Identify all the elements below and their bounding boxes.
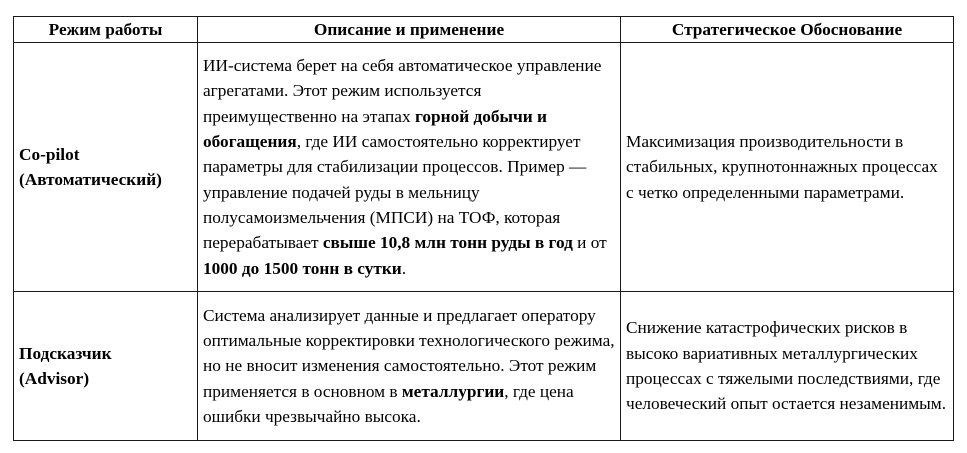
description-emphasis: металлургии: [401, 381, 505, 401]
mode-name: Co-pilot: [19, 144, 80, 164]
table-header-row: [14, 17, 954, 43]
table-row: [14, 292, 954, 441]
header-description: Описание и применение: [198, 17, 621, 43]
justification-cell: Снижение катастрофических рисков в высоко вариативных металлургических процессах с тяжелыми последствиями, где человеческий опыт остается незаменимым.: [621, 292, 954, 441]
justification-cell: Максимизация производительности в стабильных, крупнотоннажных процессах с четко определенными параметрами.: [621, 43, 954, 292]
mode-subtitle: (Advisor): [19, 369, 90, 388]
mode-subtitle: (Автоматический): [19, 170, 162, 189]
table-row: [14, 43, 954, 292]
description-text: .: [401, 258, 407, 278]
description-text: и от: [572, 233, 607, 253]
description-cell: [198, 292, 621, 441]
description-emphasis: 1000 до 1500 тонн в сутки: [203, 258, 402, 278]
description-cell: [198, 43, 621, 292]
header-justification: Стратегическое Обоснование: [621, 17, 954, 43]
mode-cell: [14, 43, 198, 292]
operating-modes-table: [13, 16, 954, 441]
description-text: , где цена ошибки чрезвычайно высока.: [203, 381, 574, 426]
mode-cell: [14, 292, 198, 441]
description-text: Система анализирует данные и предлагает оператору оптимальные корректировки технологического режима, но не вносит изменения самостоятельно. Этот режим применяется в основном в: [203, 305, 615, 401]
description-text: ИИ-система берет на себя автоматическое управление агрегатами. Этот режим используется преимущественно на этапах: [203, 56, 602, 126]
description-emphasis: свыше 10,8 млн тонн руды в год: [322, 233, 573, 253]
mode-name: Подсказчик: [19, 343, 112, 363]
header-mode: Режим работы: [14, 17, 198, 43]
description-text: , где ИИ самостоятельно корректирует параметры для стабилизации процессов. Пример — управление подачей руды в мельницу полусамоизмельчения (МПСИ) на ТОФ, которая перерабатывает: [203, 132, 587, 253]
description-emphasis: горной добычи и обогащения: [203, 106, 547, 152]
